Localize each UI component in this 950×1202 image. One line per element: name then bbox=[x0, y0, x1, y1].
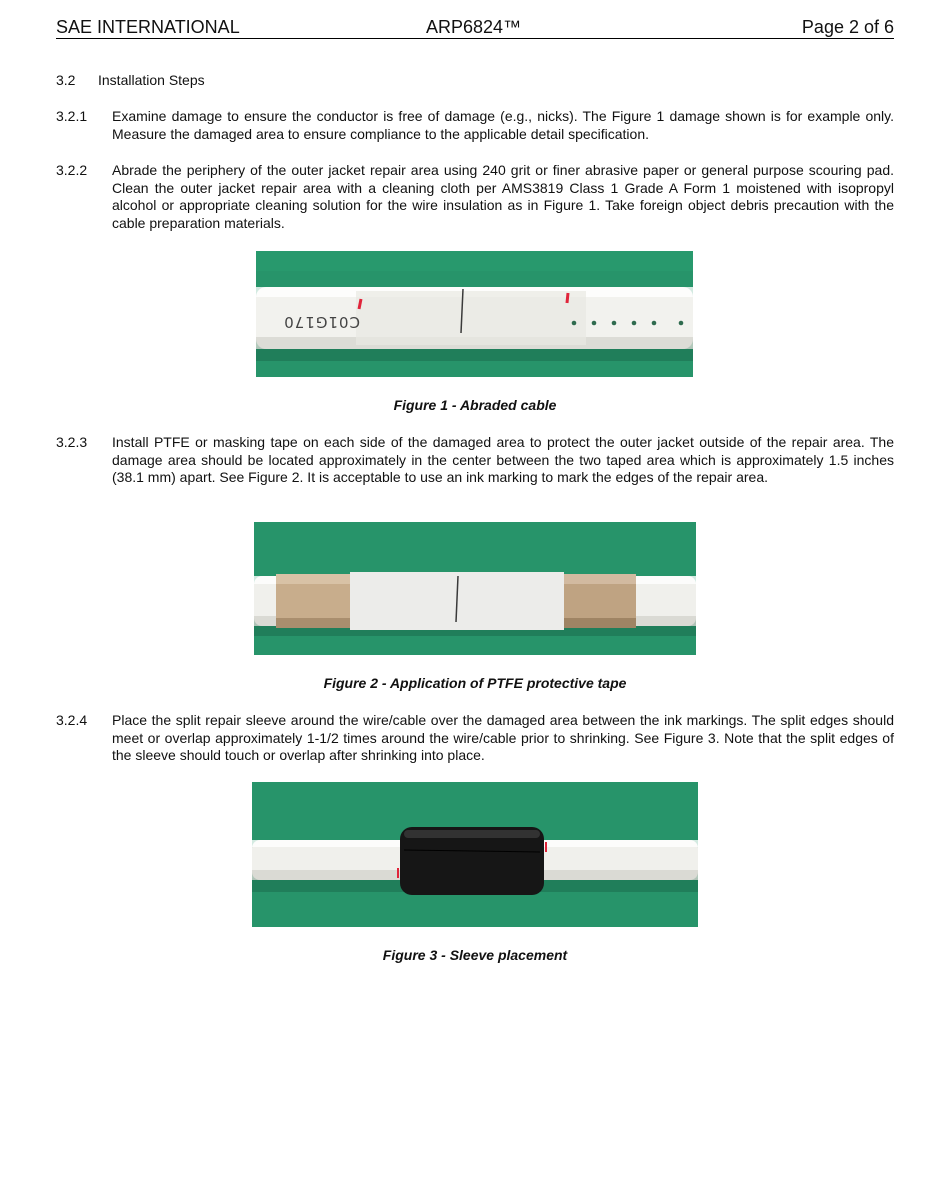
document-number: ARP6824™ bbox=[426, 17, 522, 37]
figure-1-caption: Figure 1 - Abraded cable bbox=[393, 397, 557, 413]
step-text: Install PTFE or masking tape on each side of the damaged area to protect the outer jacket outside of the repair area. The damage area should be located approximately in the center between the two taped area which is approximately 1.5 inches (38.1 mm) apart. See Figure 2. It is acceptable to use an ink marking to mark the edges of the repair area. bbox=[112, 434, 894, 485]
step-number: 3.2.4 bbox=[56, 712, 88, 728]
step-text: Place the split repair sleeve around the wire/cable over the damaged area between the ink markings. The split edges should meet or overlap approximately 1-1/2 times around the wire/cable prior to shrinking. See Figure 3. Note that the split edges of the sleeve should touch or overlap after shrinking into place. bbox=[112, 712, 894, 763]
figure-3-caption: Figure 3 - Sleeve placement bbox=[382, 947, 568, 963]
step-number: 3.2.2 bbox=[56, 162, 88, 178]
taped-cable-image bbox=[254, 522, 696, 655]
figure-2-caption: Figure 2 - Application of PTFE protective tape bbox=[323, 675, 627, 691]
step-number: 3.2.1 bbox=[56, 108, 88, 124]
section-heading bbox=[56, 72, 205, 89]
step-paragraph bbox=[56, 712, 894, 765]
page-number: Page 2 of 6 bbox=[801, 17, 894, 37]
section-number: 3.2 bbox=[56, 72, 76, 88]
step-text: Abrade the periphery of the outer jacket repair area using 240 grit or finer abrasive paper or general purpose scouring pad. Clean the outer jacket repair area with a cleaning cloth per AMS3819 Class 1 Grade A Form 1 moistened with isopropyl alcohol or appropriate cleaning solution for the wire insulation as in Figure 1. Take foreign object debris precaution with the cable preparation materials. bbox=[112, 162, 894, 231]
step-paragraph bbox=[56, 434, 894, 487]
step-number: 3.2.3 bbox=[56, 434, 88, 450]
step-paragraph bbox=[56, 108, 894, 143]
figure-3-photo bbox=[252, 782, 698, 927]
figure-2-photo bbox=[254, 522, 696, 655]
cable-marking-text: C01G170 bbox=[283, 313, 360, 331]
step-text: Examine damage to ensure the conductor is free of damage (e.g., nicks). The Figure 1 damage shown is for example only. Measure the damaged area to ensure compliance to the applicable detail specification. bbox=[112, 108, 894, 142]
sleeve-cable-image bbox=[252, 782, 698, 927]
page-header bbox=[56, 16, 894, 39]
step-paragraph bbox=[56, 162, 894, 232]
abraded-cable-image bbox=[256, 251, 693, 377]
section-title: Installation Steps bbox=[98, 72, 205, 88]
figure-1-photo bbox=[256, 251, 693, 377]
publisher-name: SAE INTERNATIONAL bbox=[56, 17, 240, 37]
